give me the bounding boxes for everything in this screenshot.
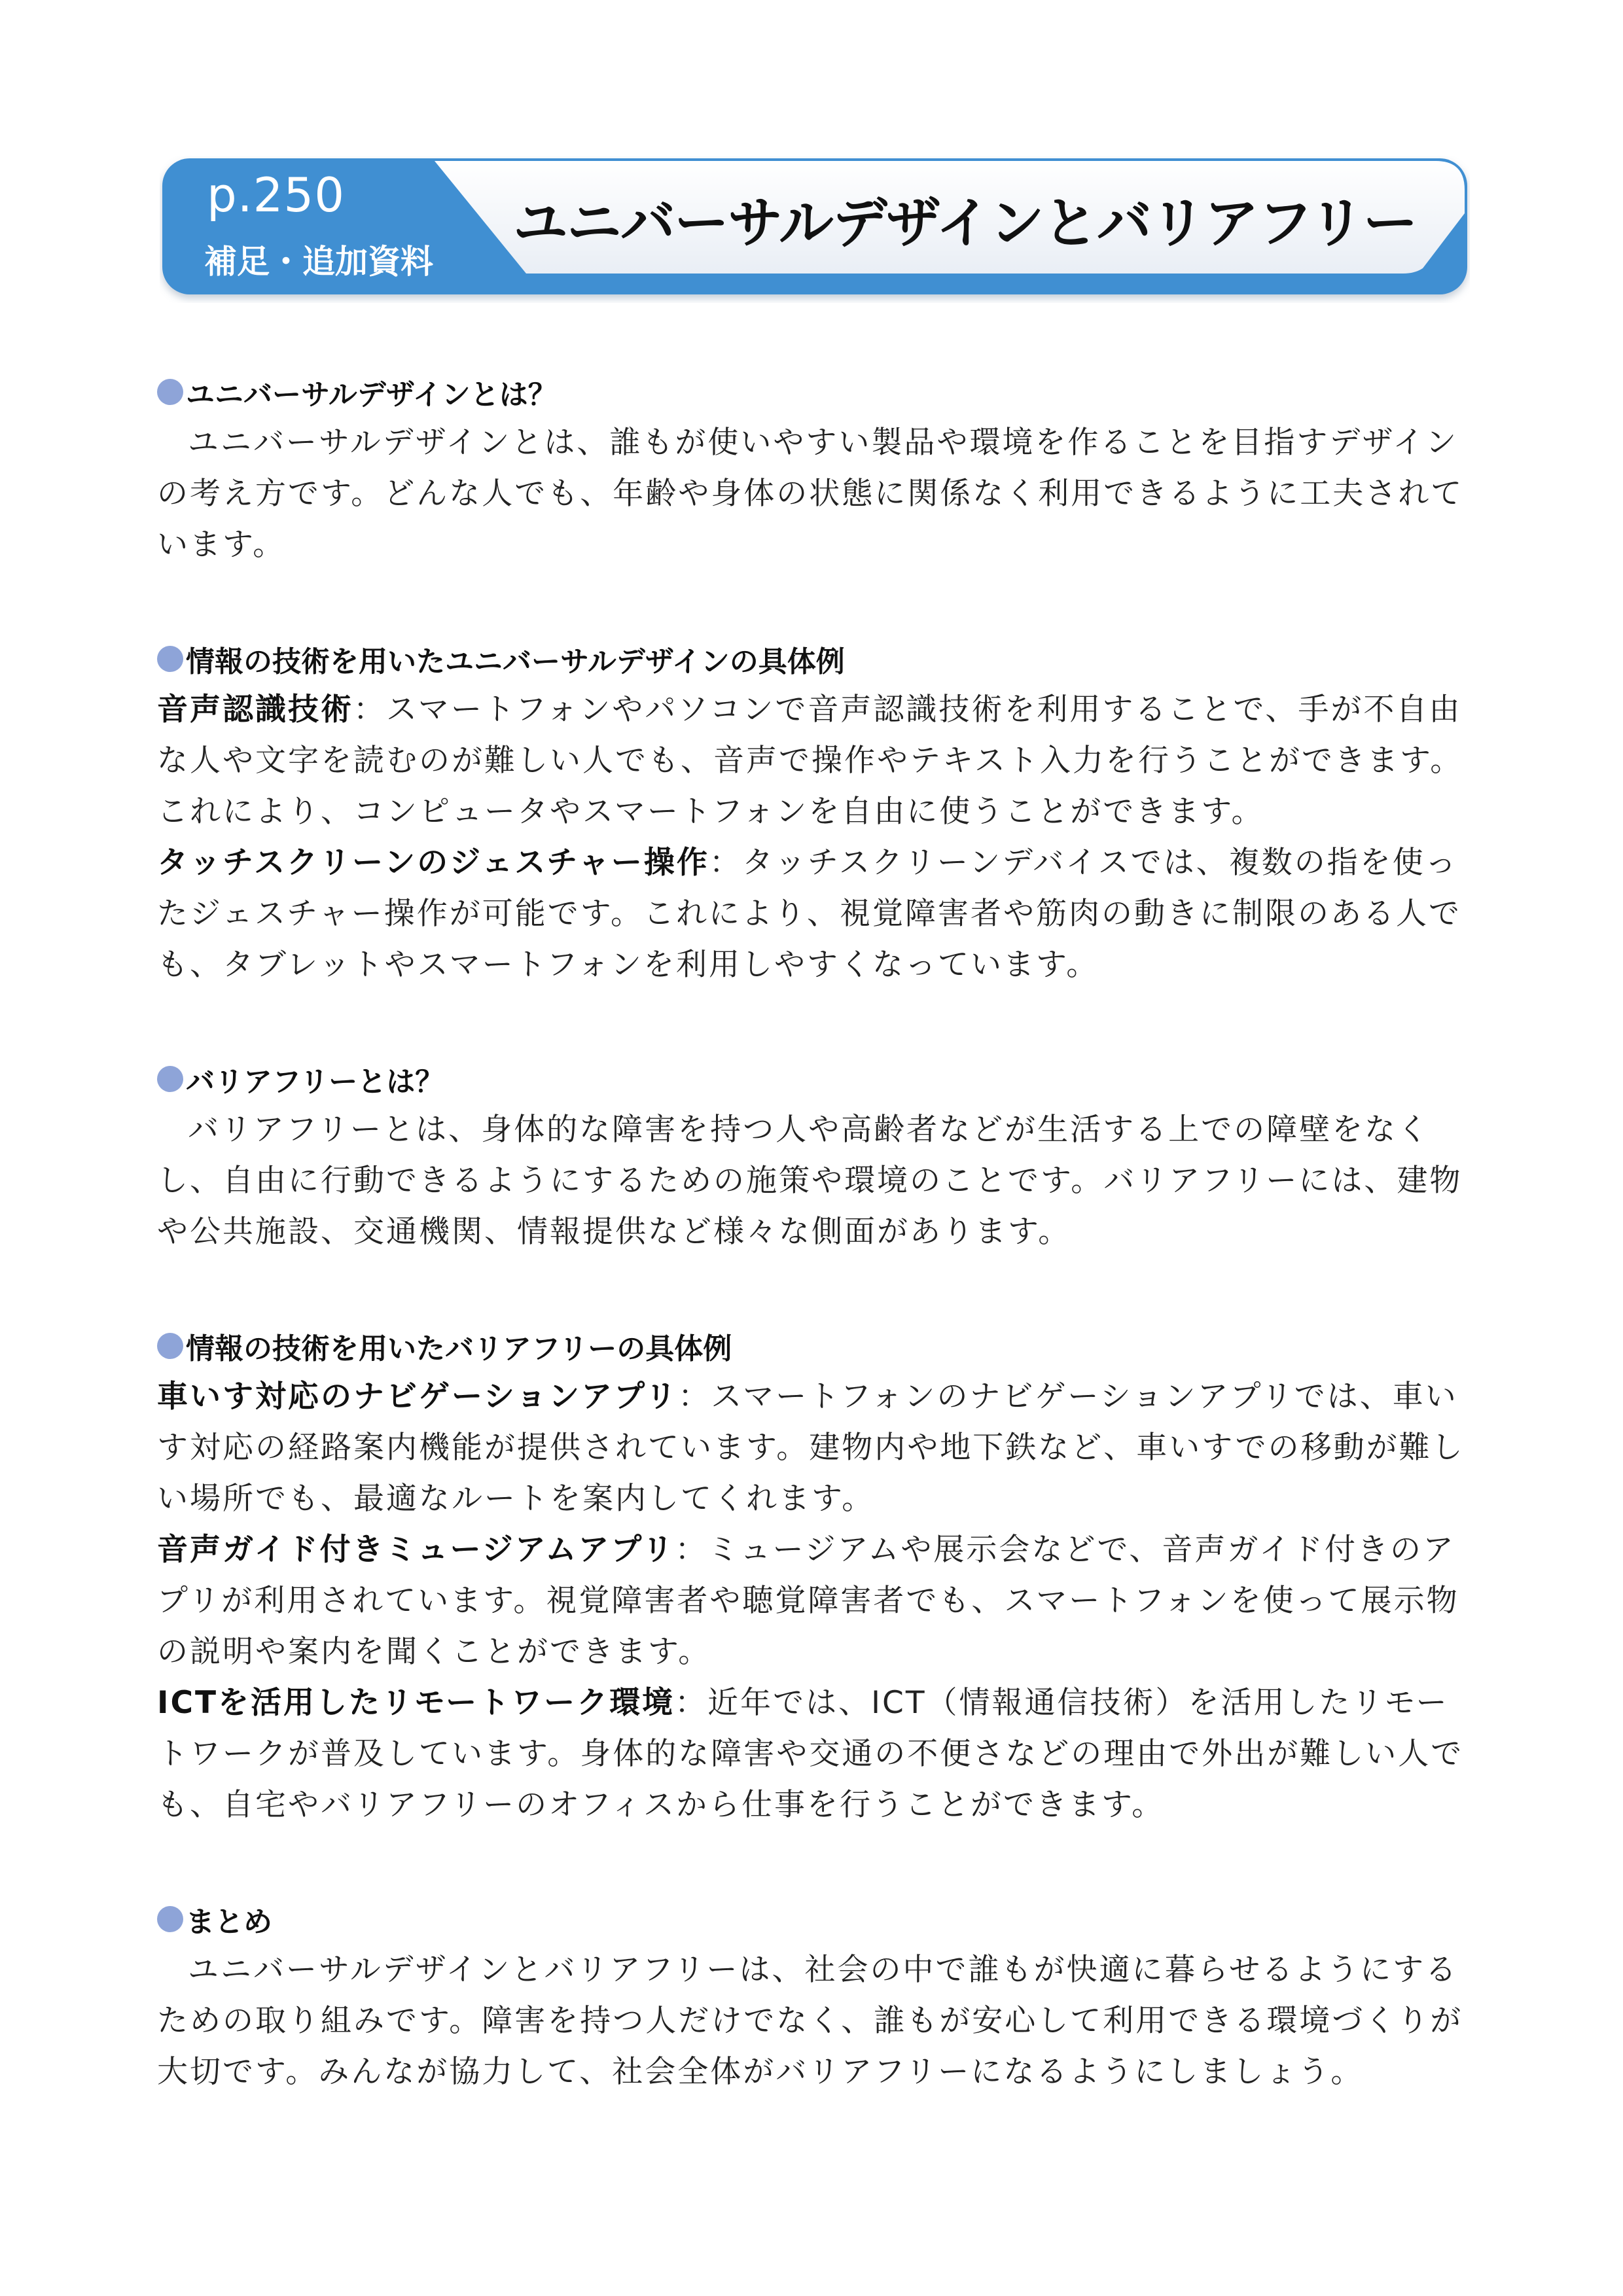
section-heading	[157, 366, 1472, 417]
example-term: 音声ガイド付きミュージアムアプリ	[157, 1532, 675, 1568]
example-text: ：ミュージアムや展示会などで、音声ガイド付きのアプリが利用されています。視覚障害者や聴覚障害者でも、スマートフォンを使って展示物の説明や案内を聞くことができます。	[157, 1532, 1459, 1670]
heading-text: 情報の技術を用いたバリアフリーの具体例	[186, 1332, 732, 1366]
example-term: ICTを活用したリモートワーク環境	[157, 1685, 675, 1721]
section-paragraph: ユニバーサルデザインとバリアフリーは、社会の中で誰もが快適に暮らせるようにするための取り組みです。障害を持つ人だけでなく、誰もが安心して利用できる環境づくりが大切です。みんなが協力して、社会全体がバリアフリーになるようにしましょう。	[157, 1952, 1463, 2090]
banner-subtitle: 補足・追加資料	[204, 243, 433, 281]
example-text: ：タッチスクリーンデバイスでは、複数の指を使ったジェスチャー操作が可能です。これにより、視覚障害者や筋肉の動きに制限のある人でも、タブレットやスマートフォンを利用しやすくなっています。	[157, 845, 1461, 983]
bullet-icon	[157, 646, 183, 672]
page-title: ユニバーサルデザインとバリアフリー	[513, 191, 1417, 255]
example-text: ：スマートフォンのナビゲーションアプリでは、車いす対応の経路案内機能が提供されています。建物内や地下鉄など、車いすでの移動が難しい場所でも、最適なルートを案内してくれます。	[157, 1379, 1465, 1517]
section-paragraph: バリアフリーとは、身体的な障害を持つ人や高齢者などが生活する上での障壁をなくし、自由に行動できるようにするための施策や環境のことです。バリアフリーには、建物や公共施設、交通機関、情報提供など様々な側面があります。	[157, 1112, 1463, 1250]
section-summary	[157, 1894, 1472, 2098]
bullet-icon	[157, 1906, 183, 1932]
section-heading	[157, 1894, 1472, 1945]
section-ud-examples	[157, 633, 1472, 991]
heading-text: まとめ	[186, 1905, 272, 1939]
example-text: ：近年では、ICT（情報通信技術）を活用したリモートワークが普及しています。身体的な障害や交通の不便さなどの理由で外出が難しい人でも、自宅やバリアフリーのオフィスから仕事を行うことができます。	[157, 1685, 1464, 1823]
example-item	[157, 684, 1472, 838]
section-heading	[157, 1053, 1472, 1104]
example-term: 車いす対応のナビゲーションアプリ	[157, 1379, 679, 1415]
example-item	[157, 1525, 1472, 1678]
header-banner	[160, 156, 1470, 303]
heading-text: ユニバーサルデザインとは？	[186, 378, 557, 412]
example-item	[157, 838, 1472, 991]
document-body	[157, 366, 1472, 2161]
example-text: ：スマートフォンやパソコンで音声認識技術を利用することで、手が不自由な人や文字を読むのが難しい人でも、音声で操作やテキスト入力を行うことができます。これにより、コンピュータやスマートフォンを自由に使うことができます。	[157, 692, 1463, 830]
bullet-icon	[157, 379, 183, 405]
section-barrier-free	[157, 1053, 1472, 1258]
section-bf-examples	[157, 1320, 1472, 1831]
bullet-icon	[157, 1333, 183, 1359]
page-number: p.250	[207, 168, 346, 222]
heading-text: バリアフリーとは？	[186, 1065, 444, 1099]
example-term: タッチスクリーンのジェスチャー操作	[157, 845, 709, 881]
section-heading	[157, 1320, 1472, 1371]
example-term: 音声認識技術	[157, 692, 353, 728]
heading-text: 情報の技術を用いたユニバーサルデザインの具体例	[186, 645, 845, 679]
example-item	[157, 1678, 1472, 1831]
section-universal-design	[157, 366, 1472, 571]
section-heading	[157, 633, 1472, 684]
section-paragraph: ユニバーサルデザインとは、誰もが使いやすい製品や環境を作ることを目指すデザインの考え方です。どんな人でも、年齢や身体の状態に関係なく利用できるように工夫されています。	[157, 425, 1464, 563]
example-item	[157, 1371, 1472, 1525]
bullet-icon	[157, 1066, 183, 1092]
